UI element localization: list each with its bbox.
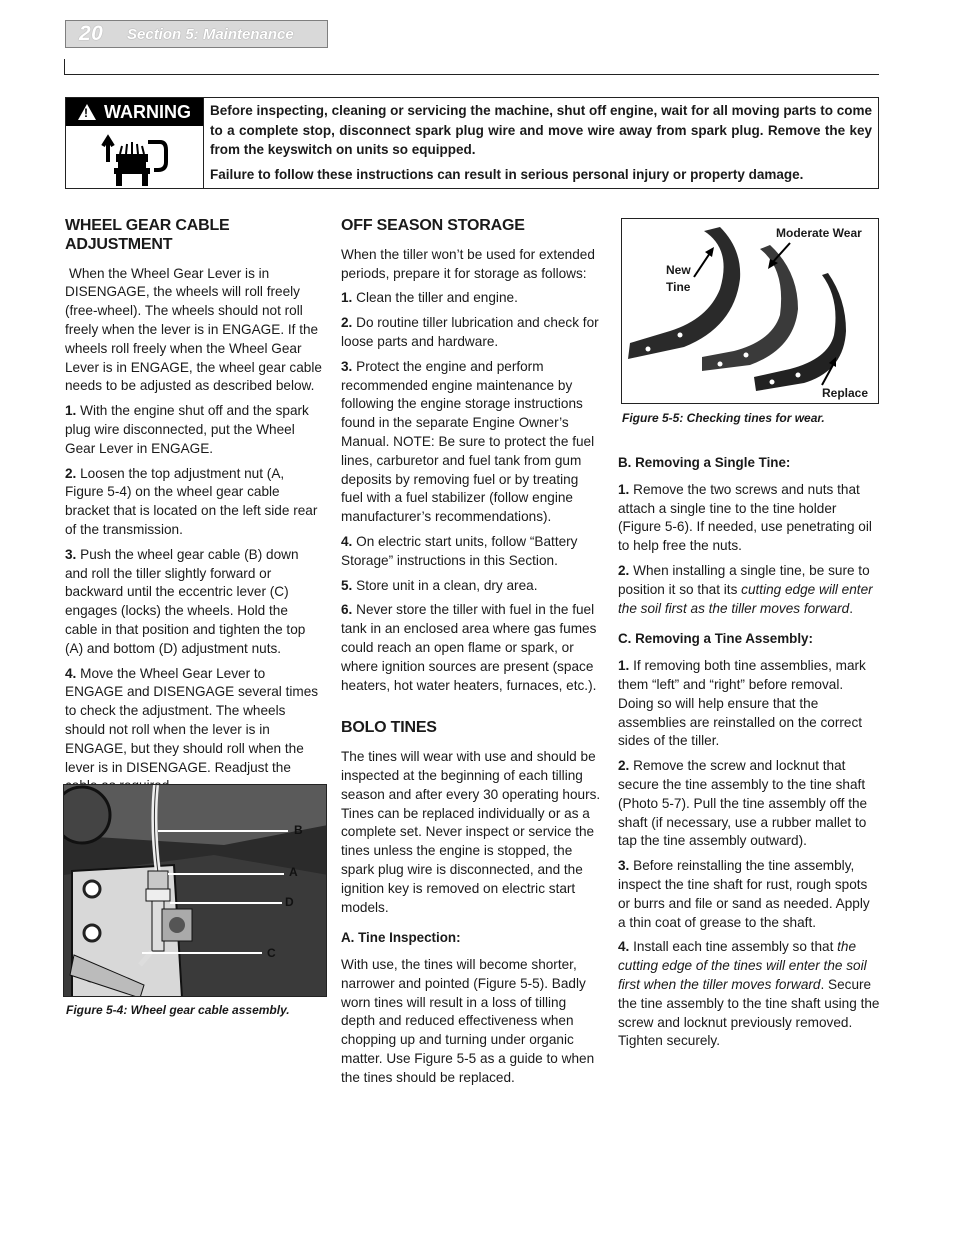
- bolo-tines-intro: The tines will wear with use and should be inspected at the beginning of each tilling season and after every 30 operating hours. Tines can be replaced individually or as a complete set. Never inspect or service the tines unless the engine is stopped, the spark plug wire is disconnected, and the ignition key is removed on electric start models.: [341, 749, 601, 915]
- storage-intro: When the tiller won’t be used for extended periods, prepare it for storage as follows:: [341, 246, 595, 281]
- header-rule: [64, 74, 879, 75]
- wheel-gear-step-3: 3. Push the wheel gear cable (B) down and roll the tiller slightly forward or backward until the eccentric lever (C) engages (locks) the wheels. Hold the cable in that position and tighten the top (A) and bottom (D) adjustment nuts.: [65, 546, 306, 656]
- label-tine: Tine: [666, 280, 691, 294]
- warning-label-text: WARNING: [104, 101, 191, 122]
- storage-step-3: 3. Protect the engine and perform recommended engine maintenance by following the engine storage instructions found in the separate Engine Owner’s Manual. NOTE: Be sure to protect the fuel lines, carburetor and fuel tank from gum deposits by removing fuel or by treating fuel with a fuel stabilizer (follow engine manufacturer’s recommendations).: [341, 358, 595, 525]
- single-tine-step-1: 1. Remove the two screws and nuts that attach a single tine to the tine holder (Figure 5-6). If needed, use penetrating oil to help free the nuts.: [618, 481, 872, 554]
- wheel-gear-step-4: 4. Move the Wheel Gear Lever to ENGAGE and DISENGAGE several times to check the adjustment. The wheels should not roll when the lever is in ENGAGE, but they should roll when the lever is in DISENGAGE. Readjust the: [65, 665, 319, 775]
- storage-step-2: 2. Do routine tiller lubrication and check for loose parts and hardware.: [341, 315, 599, 349]
- section-title: Section 5: Maintenance: [127, 25, 294, 43]
- wheel-gear-step-1: 1. With the engine shut off and the spark plug wire disconnected, put the Wheel Gear Lever in ENGAGE.: [65, 403, 309, 456]
- storage-step-5: 5. Store unit in a clean, dry area.: [341, 577, 538, 593]
- column-storage-tines: [341, 217, 601, 1094]
- warning-text: [204, 98, 878, 188]
- figure-5-4-caption: Figure 5-4: Wheel gear cable assembly.: [66, 1003, 290, 1017]
- page-header: [65, 20, 328, 48]
- warning-consequence: Failure to follow these instructions can result in serious personal injury or property damage.: [210, 166, 804, 182]
- figure-tine-wear: [621, 218, 879, 404]
- bolo-tines-heading: BOLO TINES: [341, 719, 437, 737]
- tine-wear-illustration: [622, 219, 879, 404]
- column-tine-removal: [618, 450, 880, 1057]
- storage-step-6: 6. Never store the tiller with fuel in the fuel tank in an enclosed area where gas fumes could reach an open flame or spark, or where ignition sources are present (space heaters, hot water heaters, furnaces, etc.).: [341, 602, 597, 693]
- header-rule-vertical: [64, 59, 65, 75]
- label-replace: Replace: [822, 386, 869, 400]
- storage-step-1: 1. Clean the tiller and engine.: [341, 290, 518, 306]
- column-wheel-gear: [65, 217, 323, 802]
- storage-heading: OFF SEASON STORAGE: [341, 217, 525, 234]
- label-d: D: [285, 895, 294, 909]
- single-tine-subhead: B. Removing a Single Tine:: [618, 455, 791, 470]
- label-new: New: [666, 263, 691, 277]
- figure-wheel-gear-cable: [63, 784, 327, 997]
- wheel-gear-heading: WHEEL GEAR CABLE ADJUSTMENT: [65, 217, 230, 253]
- tine-assembly-step-4: 4. Install each tine assembly so that the cutting edge of the tines will enter the soil first when the tiller moves forward. Secure the tine assembly to the tine shaft using the screw and locknut previously removed. Tighten securely.: [618, 939, 880, 1049]
- warning-icon-panel: [66, 98, 204, 188]
- label-a: A: [289, 865, 298, 879]
- tine-assembly-step-3: 3. Before reinstalling the tine assembly, inspect the tine shaft for rust, rough spots or burrs and file or sand as needed. Apply a thin coat of grease to the shaft.: [618, 858, 870, 930]
- wheel-gear-step-2: 2. Loosen the top adjustment nut (A, Figure 5-4) on the wheel gear cable bracket that is located on the left side rear of the transmission.: [65, 465, 318, 537]
- page-number: 20: [79, 22, 104, 45]
- wheel-gear-intro: When the Wheel Gear Lever is in DISENGAGE, the wheels will roll freely (free-wheel). The wheels should not roll freely when the lever is in ENGAGE. If the wheels roll freely when the Wheel Gear Lever is in ENGAGE, the wheel gear cable needs to be adjusted as described below.: [65, 265, 322, 394]
- label-b: B: [294, 823, 303, 837]
- warning-instructions: Before inspecting, cleaning or servicing the machine, shut off engine, wait for all moving parts to come to a complete stop, disconnect spark plug wire and move wire away from spark plug. Remove the key from the keyswitch on units so equipped.: [210, 103, 872, 157]
- spark-plug-disconnect-icon: [100, 132, 170, 186]
- figure-5-5-caption: Figure 5-5: Checking tines for wear.: [622, 411, 825, 425]
- label-moderate-wear: Moderate Wear: [776, 226, 862, 240]
- tine-assembly-step-2: 2. Remove the screw and locknut that secure the tine assembly to the tine shaft (Photo 5-7). Pull the tine assembly off the shaft (if necessary, use a rubber mallet to tap the tine assembly outward).: [618, 758, 868, 849]
- warning-box: [65, 97, 879, 189]
- label-c: C: [267, 946, 276, 960]
- storage-step-4: 4. On electric start units, follow “Battery Storage” instructions in this Section.: [341, 533, 578, 568]
- alert-triangle-icon: [78, 104, 96, 120]
- warning-label: [66, 98, 203, 126]
- tine-inspection-text: With use, the tines will become shorter, narrower and pointed (Figure 5-5). Badly worn tines will result in a loss of tilling depth and reduced effectiveness when chopping up and turning under organic matter. Use Figure 5-5 as a guide to when the tines should be replaced.: [341, 957, 595, 1085]
- tine-assembly-step-1: 1. If removing both tine assemblies, mark them “left” and “right” before removal. Doing so will help ensure that the assemblies are reinstalled on the correct sides of the tiller.: [618, 658, 866, 749]
- single-tine-step-2: 2. When installing a single tine, be sure to position it so that its cutting edge will enter the soil first as the tiller moves forward.: [618, 562, 873, 616]
- tine-inspection-subhead: A. Tine Inspection:: [341, 930, 461, 946]
- wheel-gear-cable-illustration: [64, 785, 327, 997]
- tine-assembly-subhead: C. Removing a Tine Assembly:: [618, 631, 813, 647]
